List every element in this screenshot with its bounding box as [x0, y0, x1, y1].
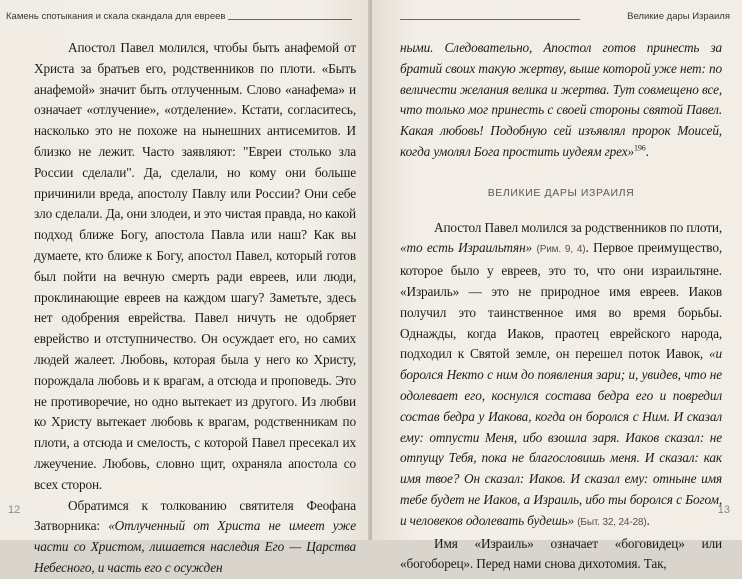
right-paragraph-1-part-0: Апостол Павел молился за родственников по плоти,	[434, 219, 722, 235]
left-page	[0, 0, 370, 575]
left-paragraph-2	[34, 496, 356, 579]
left-paragraph-1-text: Апостол Павел молился, чтобы быть анафемой от Христа за братьев его, родственников по плоти. «Быть анафемой» значит быть отлученным. Слово «анафема» и означает «отлучение», «отделение». Кстати, согласитесь, насколько это не похоже на нынешних антисемитов. И близко не лежит. Часто заявляют: "Евреи столько зла России сделали". Да, сделали, но кому они больше причинили вреда, апостолу Павлу или России? Они себе зло сделали. Да, они злодеи, и это чистая правда, но какой подход ближе Богу, апостола Павла или наш? Как вы думаете, кто ближе к Богу, апостол Павел, который готов был пойти на вечную смерть ради евреев, или люди, проклинающие евреев на каждом шагу? Заметьте, здесь нет одобрения еврейства. Павел ничуть не одобряет еврейство и отступничество. Он осуждает его, но самих людей жалеет. Любовь, которая была у него ко Христу, порождала любовь и к врагам, а отсюда и проповедь. Это не противоречие, но одно вытекает из другого. Из любви ко Христу вытекает любовь к врагам, родственникам по плоти, а отсюда и смелость, с которой Павел пресекал их лжеучение. Любовь, словно щит, охраняла апостола со всех сторон.	[34, 40, 356, 492]
right-paragraph-1	[400, 218, 722, 534]
right-paragraph-2-text: Имя «Израиль» означает «боговидец» или «богоборец». Перед нами снова дихотомия. Так,	[400, 535, 722, 572]
left-paragraph-1	[34, 38, 356, 496]
footnote-marker: 196	[634, 143, 646, 153]
left-running-head	[6, 11, 352, 25]
right-paragraph-1-quote-genesis: «и боролся Некто с ним до появления зари; и, увидев, что не одолевает его, коснулся состава бедра его и повредил состав бедра у Иакова, когда он боролся с Ним. И сказал ему: отпусти Меня, ибо взошла заря. Иаков сказал: не отпущу Тебя, пока не благословишь меня. И сказал: как имя твое? Он сказал: Иаков. И сказал ему: отныне имя тебе будет не Иаков, а Израиль, ибо ты боролся с Богом, и человеков одолевать будешь»	[400, 346, 722, 528]
section-heading: ВЕЛИКИЕ ДАРЫ ИЗРАИЛЯ	[487, 186, 635, 199]
right-paragraph-1-part-8: .	[646, 512, 650, 528]
right-paragraph-1-part-4: . Первое преимущество, которое было у евреев, это то, что они израильтяне. «Израиль» — это не природное имя евреев. Иаков получил это таинственное имя во время борьбы. Однажды, когда Иаков, праотец еврейского народа, подходил к Святой земле, он перешел поток Иавок,	[400, 240, 722, 362]
right-page-number: 13	[717, 504, 730, 516]
right-paragraph-1-quote-israelites: «то есть Израильтян»	[400, 240, 533, 256]
right-continuation-quote: ными. Следовательно, Апостол готов принесть за братий своих такую жертву, выше которой уже нет: по величести желания велика и жертва. Тут совмещено все, что только мог принесть с своей стороны святой Павел. Какая любовь! Подобную сей изъявлял пророк Моисей, когда умолял Бога простить иудеям грех»	[400, 40, 722, 159]
right-running-head-text: Великие дары Израиля	[627, 11, 730, 22]
right-running-head	[400, 11, 730, 25]
scripture-ref-gen: (Быт. 32, 24-28)	[577, 516, 647, 528]
right-body-text	[400, 38, 722, 575]
left-running-head-text: Камень спотыкания и скала скандала для евреев	[6, 11, 226, 22]
scripture-ref-rom: (Рим. 9, 4)	[536, 244, 586, 256]
left-running-head-rule	[228, 19, 352, 20]
left-page-number: 12	[8, 504, 21, 516]
left-paragraph-2-text: Обратимся к толкованию святителя Феофана Затворника:	[34, 497, 356, 534]
right-paragraph-2	[400, 534, 722, 576]
right-page	[372, 0, 742, 572]
right-continuation-paragraph	[400, 38, 722, 163]
right-running-head-rule	[400, 19, 580, 20]
left-paragraph-2-quote: «Отлученный от Христа не имеет уже части со Христом, лишается наследия Его — Царства Небесного, и часть его с осужден	[34, 518, 356, 575]
right-continuation-end: .	[645, 143, 649, 159]
left-body-text	[34, 38, 356, 579]
